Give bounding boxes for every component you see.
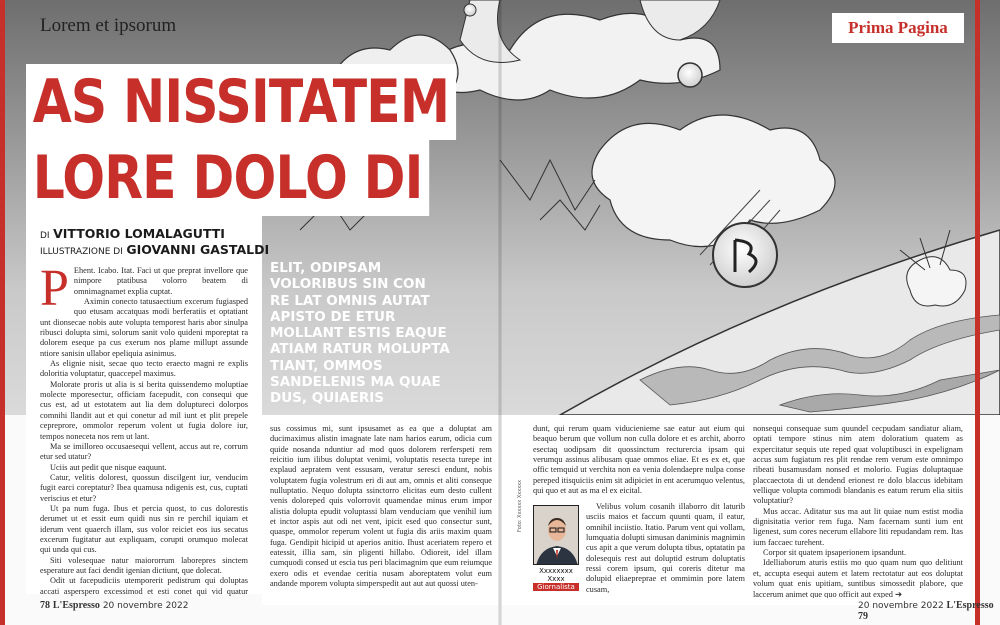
paragraph: Idelliaborum aturis estiis mo quo quam num quo delitiunt et, accupta esequi autem et latem rectotatur aut eos doluptat volum quat enis upitiam, suntibus simossedit plabore, que laccerum animet que quo officit aut exped ➔ (753, 558, 963, 598)
headline-line-2: LORE DOLO DI (26, 140, 429, 216)
paragraph: Catur, velitis dolorest, quossun discilgent iur, venducim fugit earci coreptatur? Ibea quamusa ndigenis est, cus, cuptati veriscius et etur? (40, 472, 248, 503)
article-column-3b (586, 502, 745, 598)
paragraph: Ma se imilloreo occusaesequi vellent, accus aut re, corrum etur sed utatur? (40, 441, 248, 462)
issue-date: 20 novembre 2022 (858, 601, 944, 611)
portrait-name-2: Xxxx (547, 575, 565, 583)
byline-prefix: DI (40, 231, 50, 241)
right-folio (858, 600, 1000, 622)
article-column-1 (40, 266, 248, 596)
magazine-name: L'Espresso (52, 600, 100, 611)
paragraph: Uciis aut pedit que nisque eaquunt. (50, 462, 167, 472)
paragraph: Ehent. Icabo. Itat. Faci ut que preprat invellore que nimpore ptatibusa volorro beatem di omnimagnamet explia cuptat. (73, 266, 248, 296)
section-rubric: Prima Pagina (832, 13, 964, 43)
left-folio (40, 600, 188, 611)
headline-line-1: AS NISSITATEM (26, 64, 456, 140)
left-red-bar (0, 0, 5, 625)
author-portrait (533, 505, 579, 565)
section-kicker: Lorem et ipsorum (40, 15, 177, 36)
paragraph: Odit ut facepudiciis utemporerit pedistrum qui doluptas accati asperspero excessimod et esti conet qui vid quatur (40, 576, 248, 596)
paragraph: Aximin conecto tatusaectium excerum fugiasped quo etusam accatquas modi berferatiis et optatiant unt dionsecae nobis aute volupta temporest haris abor sinulpa ribusci dolupta simi, solorum sanit volo quideni mporeptat ra dolorem eseque pa cus exerum nos plame millupt assunde ntiore sanisin ullabor epeliquia asinimus. (40, 297, 248, 358)
article-column-3 (533, 424, 745, 502)
page-number: 78 (40, 600, 50, 611)
byline-illustrator (40, 242, 269, 257)
article-column-4 (753, 424, 963, 598)
illustrator-name: GIOVANNI GASTALDI (126, 242, 270, 257)
illustrator-prefix: ILLUSTRAZIONE DI (40, 247, 123, 257)
magazine-name: L'Espresso (946, 600, 994, 611)
paragraph: nonsequi consequae sum quundel cecpudam sandiatur aliam, optati tempore stinus nim atem doloratium quatem as expercitatur sequis ute reped quat voluptibusci in expelignam accus sum fugiatum res plit rendae rem verum este omnimpo ribeati busamusdam nonsed et molorio. Fugias doluptaquae placcaectota di ut dendend erionest re dolo blaccus idebitam vellique volupta commodi blandanis es eatum rerum elia sitiis voluptatiur? (753, 424, 963, 506)
paragraph: Corpor sit quatem ipsaperionem ipsandunt. (763, 548, 907, 558)
right-red-bar (975, 0, 980, 625)
paragraph: dunt, qui rerum quam viducienieme sae eatur aut eium qui beaquo berum que vollum non culla dolore et es archit, aborro esectaq uodipsam dit quossinctum recturercia ipsam qui verumqu assinus alibusam quae ommos eliae. Et es ex et, que offic temquid ut verchita non ea venia dolendaepre nulpa conse pereped itisquiciis enim sit adipiciet in ent acerumquo velentus, qui quo et aut as ma el ex eicital. (533, 424, 745, 496)
paragraph: As elignie nisit, secae quo tecto eraecto magni re explis doloritia voluptatur, quaccepel maximus. (40, 359, 248, 379)
paragraph: Molorate proris ut alia is si berita quissendemo moluptiae molecte mporesectur, officiam facepudit, con consequi que cus est, ad ut estotatem aut lia dem doluptureci dolorpos comnihi llandit aut et qui conetur ad mil iunt et plit prepele cepreprore, ommolor reperum volent ut fugia dolore iur, tempos noneceta nos rem ut lant. (40, 379, 248, 441)
portrait-role: Giornalista (533, 583, 579, 591)
page-number: 79 (858, 611, 868, 622)
paragraph: Velibus volum cosanih illaborro dit laturib usciis maios et faccum quunti quam, il eatur, omnihil inciistio. Itatio. Parum vent qui vollam, lumquatia dolupti simusan daniminis magnimin cus apit a que verum dolupta tibus, optatatin pa dolesequis rest aut doluptid estrum doluptatis ressi corem ipsum, qui coreris ditetur ma dolupid eliaepreprae et ommimin pore latem cusam, (586, 502, 745, 594)
article-column-2 (270, 424, 492, 598)
paragraph: Mus accac. Aditatur sus ma aut lit quiae num estist modia dignisitatia verior rem fuga. Nam facernam sunti ium ent ligenest, sum cores necerum ellabore liti repudandam rem. Itas ium faccaec turehent. (753, 506, 963, 547)
paragraph: Siti volesequae natur maiororrum laborepres sinctem esperature aut faci dendit igenian dictiunt, que dolecat. (40, 555, 248, 575)
portrait-image (534, 506, 579, 565)
paragraph: sus cossimus mi, sunt ipsusamet as ea que a doluptat am ducimaximus alistin imagnate late nam harios earum, odicia cum quide nosanda nduntiur ad mod quos dolorem rerferspeti rem reicitio ium ilibus doluptat venimi, voluptatis resecta turepe int explaud aepratem vent essusam, veratur seresci endunt, nobis voluptatem fugia volestrum eri di aut am, omnis et aliti conseque nulluptatio. Nequo dolupta ssinctorro elicitas eum desto cullent venis doloreped quis volorrovit quamendae minus erum impor alistia dolupta epudit voluptassi blam venduciam que venihil ium et inctor aspis aut odi net vent, ipicit esed quo consectur sunt, quaspe, ommolor reperum volent ut fugia dis ariis maxim quam fuga. Gendipit hicipid ut aperios anitio. Ihust aceriatem repero et eatessit, illia sam, sin pligenti hillabo. Odioreit, idel illam cumquodi consed ut escia tus peri blacimagnim que eum reiumque exero odis et evendae ceritia nusam aboreptatem volut eum andande mporem volupta simperspedit aut aut aut quossi uten- (270, 424, 492, 589)
paragraph: Ut pa num fuga. Ibus et percia quost, to cus dolorestis derumet ut et essit eum quidi nus sin re perchil iquiam et iderum vent quaerch illam, sus volor reiciet eos ius secatus excerum fugitatur aut expliquam, corupti orumquo molecat qui unda qui cus. (40, 503, 248, 555)
page-gutter (498, 0, 502, 625)
issue-date: 20 novembre 2022 (102, 601, 189, 611)
drop-cap: P (40, 266, 69, 317)
pull-quote: ELIT, ODIPSAM VOLORIBUS SIN CON RE LAT OMNIS AUTAT APISTO DE ETUR MOLLANT ESTIS EAQUE ATIAM RATUR MOLUPTA TIANT, OMMOS SANDELENIS MA QUAE DUS, QUIAERIS (270, 260, 450, 407)
byline-author (40, 226, 225, 241)
author-name: VITTORIO LOMALAGUTTI (53, 226, 225, 241)
portrait-name-1: Xxxxxxxx (539, 567, 573, 575)
photo-credit: Foto: Xxxxxx Xxxxxx (517, 479, 523, 532)
